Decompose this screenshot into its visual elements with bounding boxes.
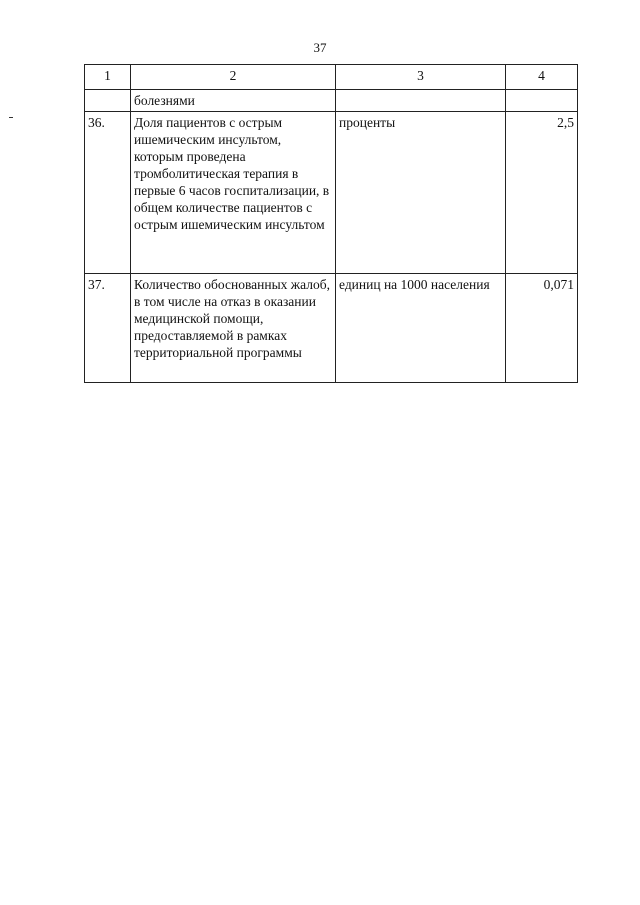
page-number: 37	[313, 40, 327, 55]
row-indicator: Количество обоснованных жалоб, в том числе на отказ в оказании медицинской помощи, предоставляемой в рамках территориальной программы	[131, 274, 336, 383]
row-unit	[336, 90, 506, 112]
table-row	[85, 274, 578, 383]
row-indicator: Доля пациентов с острым ишемическим инсультом, которым проведена тромболитическая терапия в первые 6 часов госпитализации, в общем количестве пациентов с острым ишемическим инсультом	[131, 112, 336, 274]
row-number: 36.	[85, 112, 131, 274]
row-value: 2,5	[506, 112, 578, 274]
header-col-2: 2	[131, 65, 336, 90]
row-number	[85, 90, 131, 112]
table-row	[85, 112, 578, 274]
row-number: 37.	[85, 274, 131, 383]
row-unit: единиц на 1000 населения	[336, 274, 506, 383]
row-value	[506, 90, 578, 112]
row-value: 0,071	[506, 274, 578, 383]
table-header-row	[85, 65, 578, 90]
margin-mark	[9, 117, 13, 118]
header-col-3: 3	[336, 65, 506, 90]
indicators-table	[84, 64, 578, 383]
row-unit: проценты	[336, 112, 506, 274]
header-col-4: 4	[506, 65, 578, 90]
header-col-1: 1	[85, 65, 131, 90]
row-indicator: болезнями	[131, 90, 336, 112]
table-row	[85, 90, 578, 112]
